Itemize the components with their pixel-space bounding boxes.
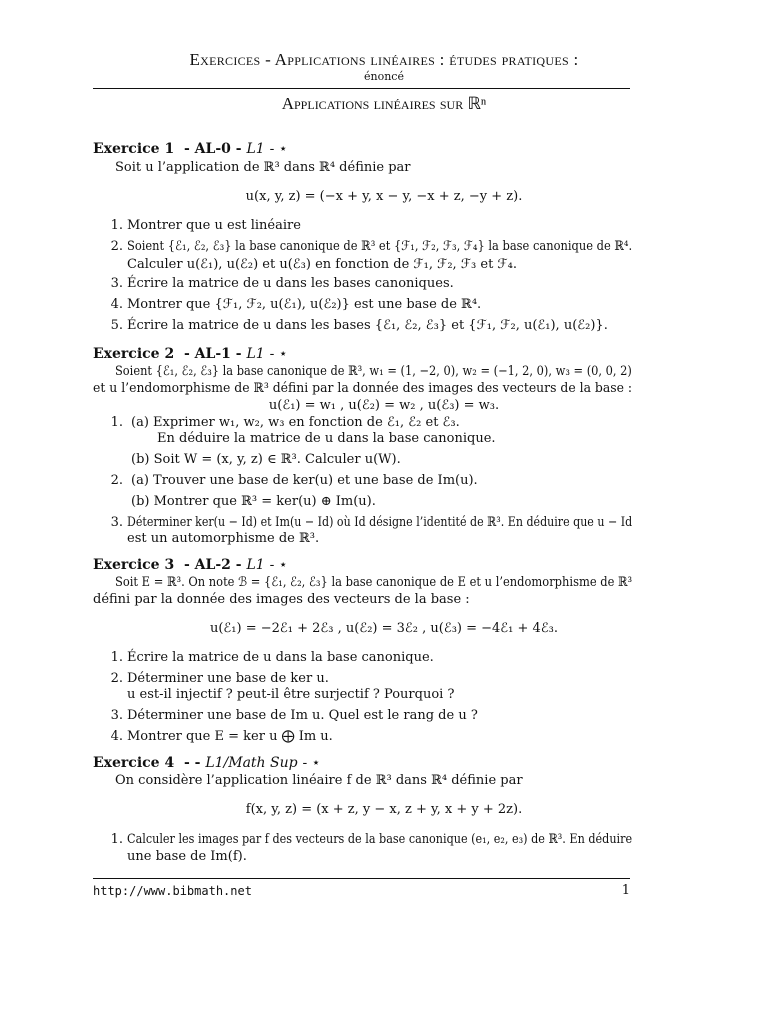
exercise-2-intro-2: et u l’endomorphisme de ℝ³ défini par la donnée des images des vecteurs de la base : <box>93 381 633 396</box>
exercise-2-q3-cont: est un automorphisme de ℝ³. <box>127 531 320 546</box>
exercise-1-star: - ⋆ <box>269 141 288 157</box>
header-rule <box>93 88 630 89</box>
exercise-3-formula: u(ℰ₁) = −2ℰ₁ + 2ℰ₃ , u(ℰ₂) = 3ℰ₂ , u(ℰ₃) = −4ℰ₁ + 4ℰ₃. <box>209 621 559 636</box>
exercise-1-label: Exercice 1 <box>93 141 175 157</box>
exercise-3-star: - ⋆ <box>269 557 288 573</box>
exercise-2-intro-1: Soient {ℰ₁, ℰ₂, ℰ₃} la base canonique de ℝ³, w₁ = (1, −2, 0), w₂ = (−1, 2, 0), w₃ = (0, 0, 2) <box>115 364 632 379</box>
exercise-1-formula: u(x, y, z) = (−x + y, x − y, −x + z, −y + z). <box>245 189 523 204</box>
exercise-4-item-1: Calculer les images par f des vecteurs de la base canonique (e₁, e₂, e₃) de ℝ³. En déduire <box>127 832 633 847</box>
item-number: 4. <box>110 297 123 312</box>
item-number: 4. <box>110 729 123 744</box>
exercise-4-intro: On considère l’application linéaire f de ℝ³ dans ℝ⁴ définie par <box>115 773 523 788</box>
exercise-3-heading <box>93 557 288 573</box>
exercise-3-item-3: Déterminer une base de Im u. Quel est le rang de u ? <box>127 708 478 723</box>
exercise-3-intro-1: Soit E = ℝ³. On note ℬ = {ℰ₁, ℰ₂, ℰ₃} la base canonique de E et u l’endomorphisme de ℝ³ <box>115 575 633 590</box>
item-number: 3. <box>110 276 123 291</box>
exercise-1-item-4: Montrer que {ℱ₁, ℱ₂, u(ℰ₁), u(ℰ₂)} est une base de ℝ⁴. <box>127 297 482 312</box>
item-number: 1. <box>110 415 123 430</box>
footer-url-link[interactable]: http://www.bibmath.net <box>93 884 252 898</box>
exercise-4-heading <box>93 755 320 771</box>
exercise-3-item-1: Écrire la matrice de u dans la base canonique. <box>127 650 434 665</box>
exercise-2-q2a: (a) Trouver une base de ker(u) et une base de Im(u). <box>131 473 478 488</box>
exercise-2-level: L1 <box>246 346 265 362</box>
item-number: 1. <box>110 218 123 233</box>
exercise-4-formula: f(x, y, z) = (x + z, y − x, z + y, x + y + 2z). <box>245 802 523 817</box>
exercise-1-item-3: Écrire la matrice de u dans les bases canoniques. <box>127 276 454 291</box>
footer-rule <box>93 878 630 879</box>
item-number: 2. <box>110 473 123 488</box>
exercise-1-item-5: Écrire la matrice de u dans les bases {ℰ₁, ℰ₂, ℰ₃} et {ℱ₁, ℱ₂, u(ℰ₁), u(ℰ₂)}. <box>127 318 608 333</box>
exercise-3-item-4: Montrer que E = ker u ⨁ Im u. <box>127 729 333 744</box>
exercise-2-heading <box>93 346 288 362</box>
exercise-4-code: - - <box>183 755 201 771</box>
item-number: 1. <box>110 650 123 665</box>
exercise-1-level: L1 <box>246 141 265 157</box>
exercise-2-star: - ⋆ <box>269 346 288 362</box>
document-subtitle: énoncé <box>364 70 404 83</box>
exercise-2-label: Exercice 2 <box>93 346 175 362</box>
document-title: Exercices - Applications linéaires : études pratiques : <box>189 50 579 69</box>
exercise-3-intro-2: défini par la donnée des images des vecteurs de la base : <box>93 592 470 607</box>
item-number: 1. <box>110 832 123 847</box>
section-title: Applications linéaires sur ℝⁿ <box>281 94 487 113</box>
item-number: 2. <box>110 671 123 686</box>
exercise-4-label: Exercice 4 <box>93 755 175 771</box>
exercise-2-code: - AL-1 - <box>183 346 242 362</box>
exercise-2-q1b: (b) Soit W = (x, y, z) ∈ ℝ³. Calculer u(W). <box>131 452 401 467</box>
exercise-4-level: L1/Math Sup <box>205 755 298 771</box>
exercise-1-item-2: Soient {ℰ₁, ℰ₂, ℰ₃} la base canonique de ℝ³ et {ℱ₁, ℱ₂, ℱ₃, ℱ₄} la base canonique de ℝ⁴. <box>127 239 633 254</box>
exercise-3-level: L1 <box>246 557 265 573</box>
page-number: 1 <box>621 883 630 898</box>
item-number: 5. <box>110 318 123 333</box>
exercise-3-code: - AL-2 - <box>183 557 242 573</box>
exercise-1-code: - AL-0 - <box>183 141 242 157</box>
exercise-2-q1a-cont: En déduire la matrice de u dans la base canonique. <box>157 431 496 446</box>
exercise-4-star: - ⋆ <box>302 755 321 771</box>
exercise-2-q2b: (b) Montrer que ℝ³ = ker(u) ⊕ Im(u). <box>131 494 376 509</box>
exercise-2-q1a: (a) Exprimer w₁, w₂, w₃ en fonction de ℰ₁, ℰ₂ et ℰ₃. <box>131 415 460 430</box>
exercise-3-item-2-cont: u est-il injectif ? peut-il être surjectif ? Pourquoi ? <box>127 687 455 702</box>
exercise-1-heading <box>93 141 288 157</box>
exercise-2-formula: u(ℰ₁) = w₁ , u(ℰ₂) = w₂ , u(ℰ₃) = w₃. <box>268 398 500 413</box>
exercise-4-item-1-cont: une base de Im(f). <box>127 849 247 864</box>
exercise-3-label: Exercice 3 <box>93 557 175 573</box>
exercise-2-q3: Déterminer ker(u − Id) et Im(u − Id) où Id désigne l’identité de ℝ³. En déduire que u − Id <box>127 515 633 530</box>
exercise-1-item-1: Montrer que u est linéaire <box>127 218 301 233</box>
exercise-3-item-2: Déterminer une base de ker u. <box>127 671 329 686</box>
exercise-1-intro: Soit u l’application de ℝ³ dans ℝ⁴ définie par <box>115 160 411 175</box>
exercise-1-item-2-cont: Calculer u(ℰ₁), u(ℰ₂) et u(ℰ₃) en fonction de ℱ₁, ℱ₂, ℱ₃ et ℱ₄. <box>127 257 517 272</box>
item-number: 3. <box>110 515 123 530</box>
item-number: 2. <box>110 239 123 254</box>
item-number: 3. <box>110 708 123 723</box>
